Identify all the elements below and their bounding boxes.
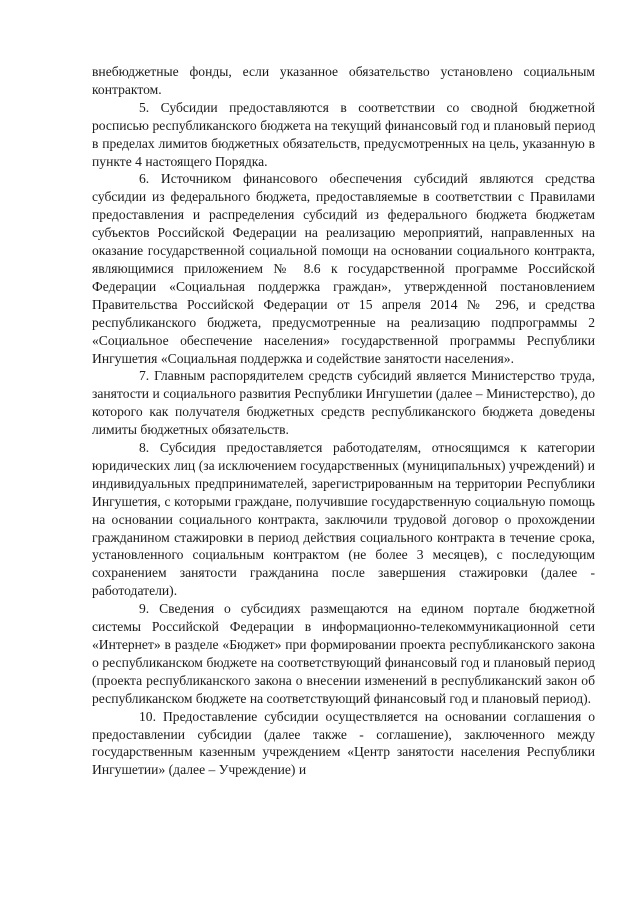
document-page <box>92 63 595 779</box>
paragraph-item-5: 5. Субсидии предоставляются в соответствии со сводной бюджетной росписью республиканского бюджета на текущий финансовый год и плановый период в пределах лимитов бюджетных обязательств, предусмотренных на цель, указанную в пункте 4 настоящего Порядка. <box>92 99 595 169</box>
paragraph-item-6: 6. Источником финансового обеспечения субсидий являются средства субсидии из федерального бюджета, предоставляемые в соответствии с Правилами предоставления и распределения субсидий из федерального бюджета бюджетам субъектов Российской Федерации на реализацию мероприятий, направленных на оказание государственной социальной помощи на основании социального контракта, являющимися приложением № 8.6 к государственной программе Российской Федерации «Социальная поддержка граждан», утвержденной постановлением Правительства Российской Федерации от 15 апреля 2014 № 296, и средства республиканского бюджета, предусмотренные на реализацию подпрограммы 2 «Социальное обеспечение населения» государственной программы Республики Ингушетия «Социальная поддержка и содействие занятости населения». <box>92 171 595 366</box>
paragraph-item-8: 8. Субсидия предоставляется работодателям, относящимся к категории юридических лиц (за исключением государственных (муниципальных) учреждений) и индивидуальных предпринимателей, зарегистрированным на территории Республики Ингушетия, с которыми граждане, получившие государственную социальную помощь на основании социального контракта, заключили трудовой договор о прохождении гражданином стажировки в период действия социального контракта в течение срока, установленного социальным контрактом (не более 3 месяцев), с последующим сохранением занятости гражданина после завершения стажировки (далее - работодатели). <box>92 440 595 599</box>
paragraph-item-9: 9. Сведения о субсидиях размещаются на едином портале бюджетной системы Российской Федерации в информационно-телекоммуникационной сети «Интернет» в разделе «Бюджет» при формировании проекта республиканского закона о республиканском бюджете на соответствующий финансовый год и плановый период (проекта республиканского закона о внесении изменений в республиканский закон об республиканском бюджете на соответствующий финансовый год и плановый период). <box>92 601 595 706</box>
paragraph-item-7: 7. Главным распорядителем средств субсидий является Министерство труда, занятости и социального развития Республики Ингушетии (далее – Министерство), до которого как получателя бюджетных средств республиканского бюджета доведены лимиты бюджетных обязательств. <box>92 368 595 438</box>
paragraph-continuation: внебюджетные фонды, если указанное обязательство установлено социальным контрактом. <box>92 64 595 97</box>
paragraph-item-10: 10. Предоставление субсидии осуществляется на основании соглашения о предоставлении субсидии (далее также - соглашение), заключенного между государственным казенным учреждением «Центр занятости населения Республики Ингушетии» (далее – Учреждение) и <box>92 708 595 778</box>
